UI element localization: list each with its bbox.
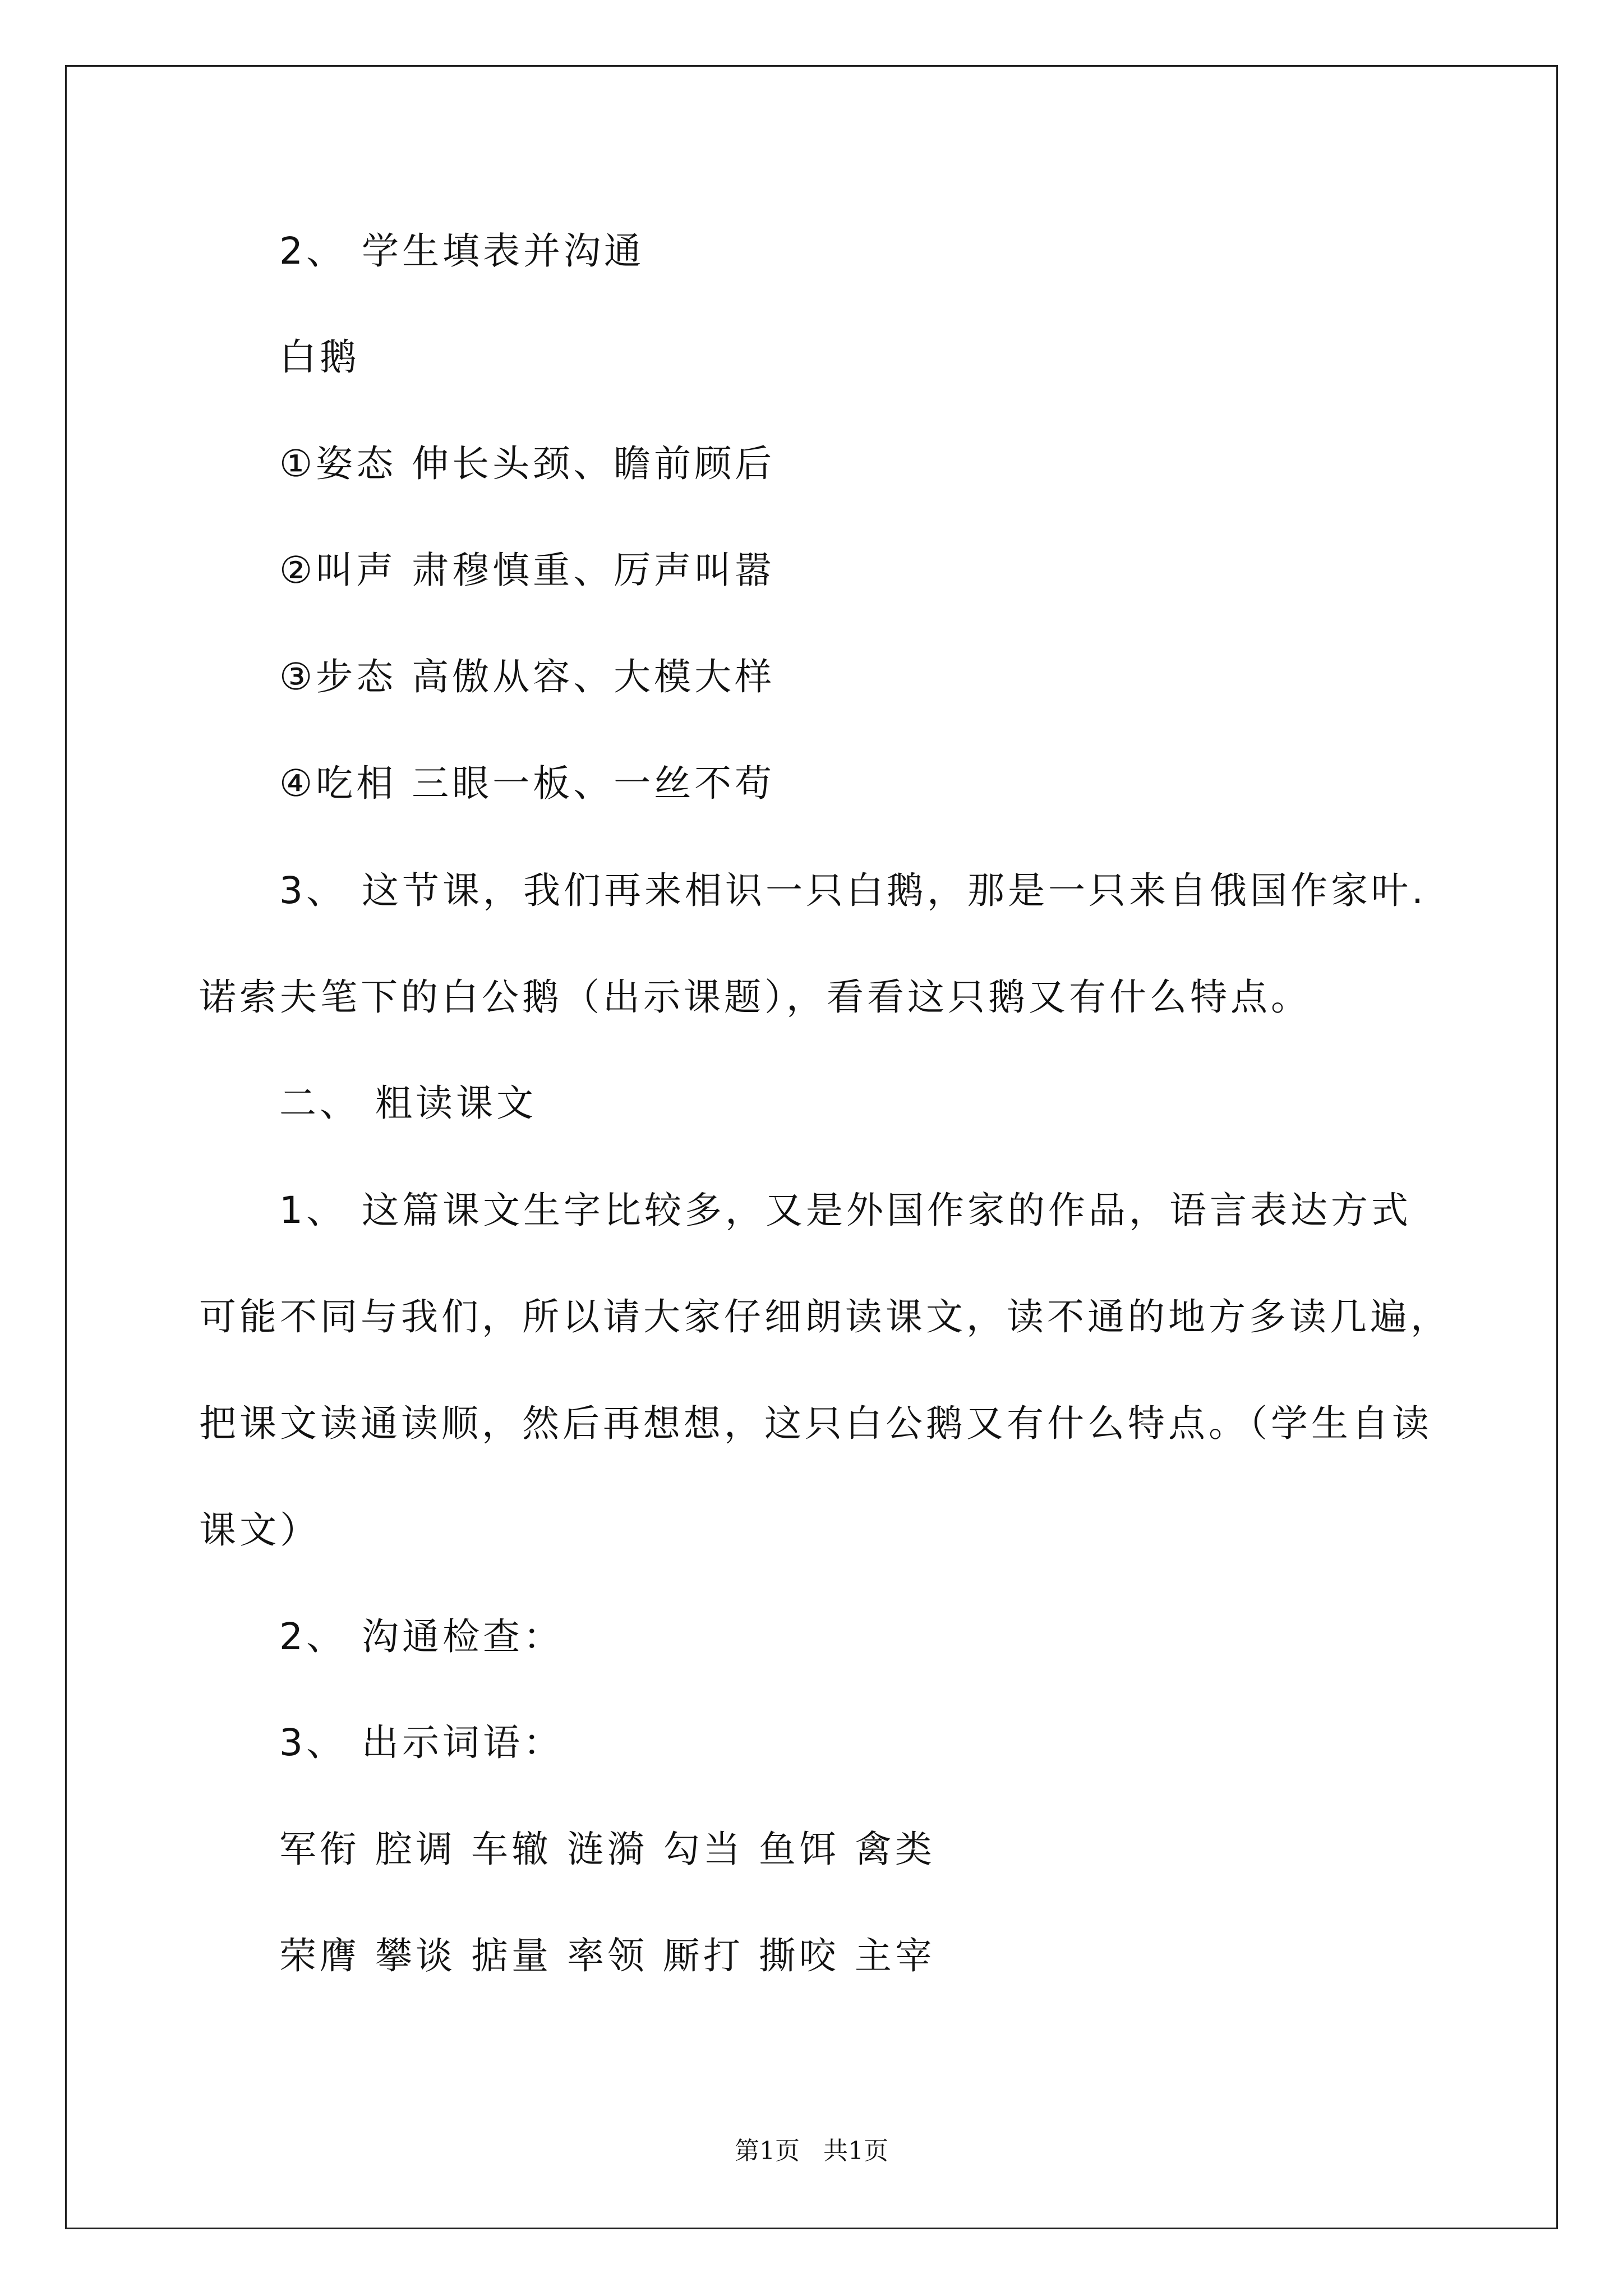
text-line-1: 2、 学生填表并沟通: [279, 229, 644, 273]
text-line-3: ①姿态 伸长头颈、瞻前顾后: [279, 442, 776, 485]
text-line-9: 二、 粗读课文: [279, 1082, 537, 1125]
text-line-11: 可能不同与我们，所以请大家仔细朗读课文，读不通的地方多读几遍，: [199, 1295, 1451, 1338]
text-line-7: 3、 这节课，我们再来相识一只白鹅，那是一只来自俄国作家叶.: [279, 869, 1427, 912]
text-line-2: 白鹅: [279, 335, 360, 379]
text-line-13: 课文）: [199, 1508, 320, 1552]
page-border: [65, 65, 1558, 2229]
text-line-5: ③步态 高傲从容、大模大样: [279, 655, 776, 698]
text-line-14: 2、 沟通检查：: [279, 1615, 564, 1658]
text-line-10: 1、 这篇课文生字比较多，又是外国作家的作品，语言表达方式: [279, 1189, 1412, 1232]
text-line-16: 军衔 腔调 车辙 涟漪 勾当 鱼饵 禽类: [279, 1828, 935, 1871]
page-footer: 第1页 共1页: [735, 2137, 888, 2165]
text-line-15: 3、 出示词语：: [279, 1721, 564, 1764]
text-line-6: ④吃相 三眼一板、一丝不苟: [279, 762, 776, 805]
text-line-4: ②叫声 肃穆慎重、厉声叫嚣: [279, 549, 776, 592]
text-line-17: 荣膺 攀谈 掂量 率领 厮打 撕咬 主宰: [279, 1934, 935, 1977]
text-line-8: 诺索夫笔下的白公鹅（出示课题），看看这只鹅又有什么特点。: [199, 976, 1311, 1019]
text-line-12: 把课文读通读顺，然后再想想，这只白公鹅又有什么特点。（学生自读: [199, 1402, 1432, 1445]
